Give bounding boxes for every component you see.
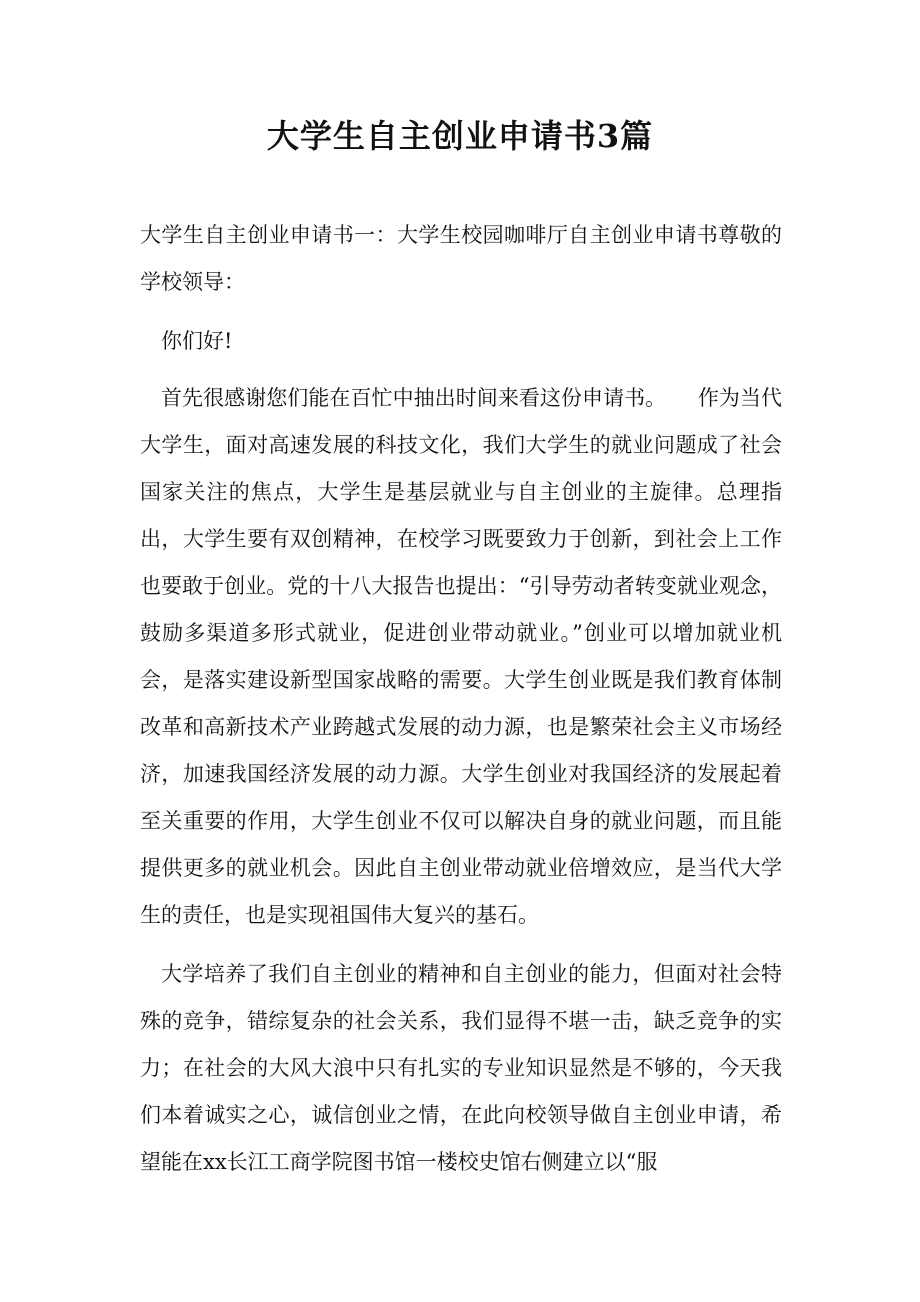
document-title: 大学生自主创业申请书3篇 xyxy=(266,117,654,155)
document-body xyxy=(140,212,782,1198)
paragraph-greeting: 你们好! xyxy=(161,329,233,353)
paragraph-body-1: 首先很感谢您们能在百忙中抽出时间来看这份申请书。 作为当代大学生，面对高速发展的科技文化，我们大学生的就业问题成了社会国家关注的焦点，大学生是基层就业与自主创业的主旋律。总理指出，大学生要有双创精神，在校学习既要致力于创新，到社会上工作也要敢于创业。党的十八大报告也提出：“引导劳动者转变就业观念，鼓励多渠道多形式就业，促进创业带动就业。”创业可以增加就业机会，是落实建设新型国家战略的需要。大学生创业既是我们教育体制改革和高新技术产业跨越式发展的动力源，也是繁荣社会主义市场经济，加速我国经济发展的动力源。大学生创业对我国经济的发展起着至关重要的作用，大学生创业不仅可以解决自身的就业问题，而且能提供更多的就业机会。因此自主创业带动就业倍增效应，是当代大学生的责任，也是实现祖国伟大复兴的基石。 xyxy=(140,386,782,927)
paragraph-body-2: 大学培养了我们自主创业的精神和自主创业的能力，但面对社会特殊的竞争，错综复杂的社会关系，我们显得不堪一击，缺乏竞争的实力；在社会的大风大浪中只有扎实的专业知识显然是不够的，今天我们本着诚实之心，诚信创业之情，在此向校领导做自主创业申请，希望能在xx长江工商学院图书馆一楼校史馆右侧建立以“服 xyxy=(140,962,782,1174)
paragraph-salutation: 大学生自主创业申请书一：大学生校园咖啡厅自主创业申请书尊敬的学校领导： xyxy=(140,223,782,294)
